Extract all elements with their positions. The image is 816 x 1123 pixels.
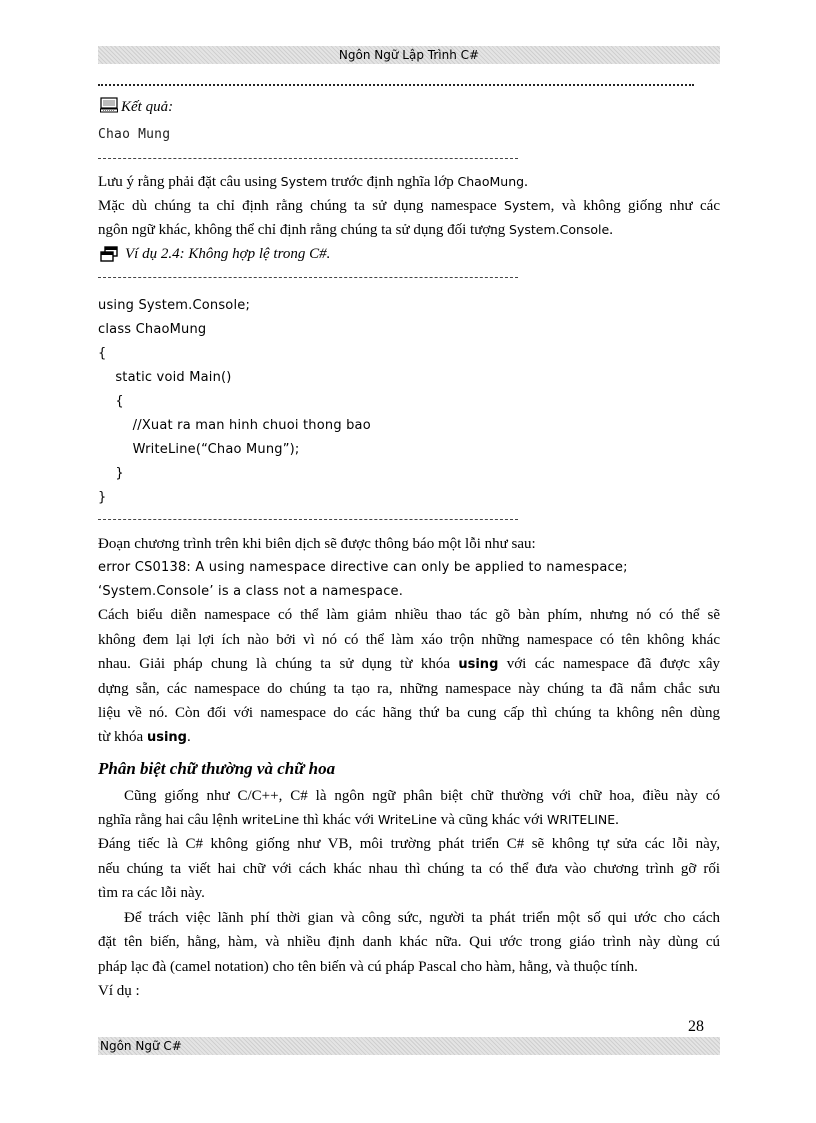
discussion-line: liệu về nó. Còn đối với namespace do các hãng thứ ba cung cấp thì chúng ta không nên dùng: [98, 705, 720, 721]
dashed-separator: [98, 277, 518, 278]
error-intro: Đoạn chương trình trên khi biên dịch sẽ được thông báo một lỗi như sau:: [98, 536, 536, 552]
section-line: pháp lạc đà (camel notation) cho tên biến và cú pháp Pascal cho hàm, hằng, và thuộc tính.: [98, 959, 638, 975]
section-line: đặt tên biến, hằng, hàm, và nhiều định danh khác nữa. Qui ước trong giáo trình này dùng cú: [98, 934, 720, 950]
section-line: tìm ra các lỗi này.: [98, 885, 205, 901]
page-footer: [98, 1037, 720, 1055]
header-dotted-rule: [98, 84, 694, 86]
code-line: {: [98, 346, 107, 361]
footer-label: Ngôn Ngữ C#: [100, 1039, 182, 1053]
discussion-line: Cách biểu diễn namespace có thể làm giảm nhiều thao tác gõ bàn phím, nhưng nó có thể sẽ: [98, 607, 720, 623]
section-line: Đáng tiếc là C# không giống như VB, môi trường phát triển C# sẽ không tự sửa các lỗi này,: [98, 836, 720, 852]
note-paragraph-2-line-2: ngôn ngữ khác, không thể chỉ định rằng chúng ta sử dụng đối tượng System.Console.: [98, 222, 613, 238]
dashed-separator: [98, 158, 518, 159]
section-heading: Phân biệt chữ thường và chữ hoa: [98, 759, 336, 778]
discussion-line: không đem lại lợi ích nào bởi vì nó có thể làm xáo trộn những namespace có tên không khác: [98, 632, 720, 648]
section-line: Để trách việc lãnh phí thời gian và công sức, người ta phát triển một số qui ước cho cách: [124, 910, 720, 926]
section-line: Ví dụ :: [98, 983, 140, 999]
discussion-line: từ khóa using.: [98, 729, 191, 745]
code-line: static void Main(): [98, 370, 232, 385]
header-title: Ngôn Ngữ Lập Trình C#: [338, 48, 480, 62]
example-label: Ví dụ 2.4: Không hợp lệ trong C#.: [125, 246, 331, 262]
discussion-line: nhau. Giải pháp chung là chúng ta sử dụng từ khóa using với các namespace đã được xây: [98, 656, 720, 672]
code-line: }: [98, 490, 107, 505]
section-line: Cũng giống như C/C++, C# là ngôn ngữ phân biệt chữ thường với chữ hoa, điều này có: [124, 788, 720, 804]
error-message-line-2: ‘System.Console’ is a class not a namespace.: [98, 584, 404, 599]
discussion-line: dựng sẵn, các namespace do chúng ta tạo ra, những namespace này chúng ta đã nắm chắc sưu: [98, 681, 720, 697]
page-header: [98, 46, 720, 64]
windows-icon: [100, 246, 118, 267]
dashed-separator: [98, 519, 518, 520]
monitor-icon: [100, 97, 118, 118]
error-message-line-1: error CS0138: A using namespace directive can only be applied to namespace;: [98, 560, 628, 575]
section-line: nghĩa rằng hai câu lệnh writeLine thì khác với WriteLine và cũng khác với WRITELINE.: [98, 812, 619, 828]
code-line: class ChaoMung: [98, 322, 207, 337]
section-line: nếu chúng ta viết hai chữ với cách khác nhau thì chúng ta có thể đưa vào chương trình gỡ rối: [98, 861, 720, 877]
note-paragraph-1: Lưu ý rằng phải đặt câu using System trước định nghĩa lớp ChaoMung.: [98, 174, 528, 190]
code-line: using System.Console;: [98, 298, 251, 313]
code-line: }: [98, 466, 124, 481]
page-number: 28: [688, 1018, 704, 1035]
code-line: WriteLine(“Chao Mung”);: [98, 442, 300, 457]
code-line: {: [98, 394, 124, 409]
note-paragraph-2-line-1: Mặc dù chúng ta chỉ định rằng chúng ta sử dụng namespace System, và không giống như các: [98, 198, 720, 214]
code-line: //Xuat ra man hinh chuoi thong bao: [98, 418, 371, 433]
result-output: Chao Mung: [98, 127, 171, 142]
result-label: Kết quả:: [121, 99, 174, 115]
